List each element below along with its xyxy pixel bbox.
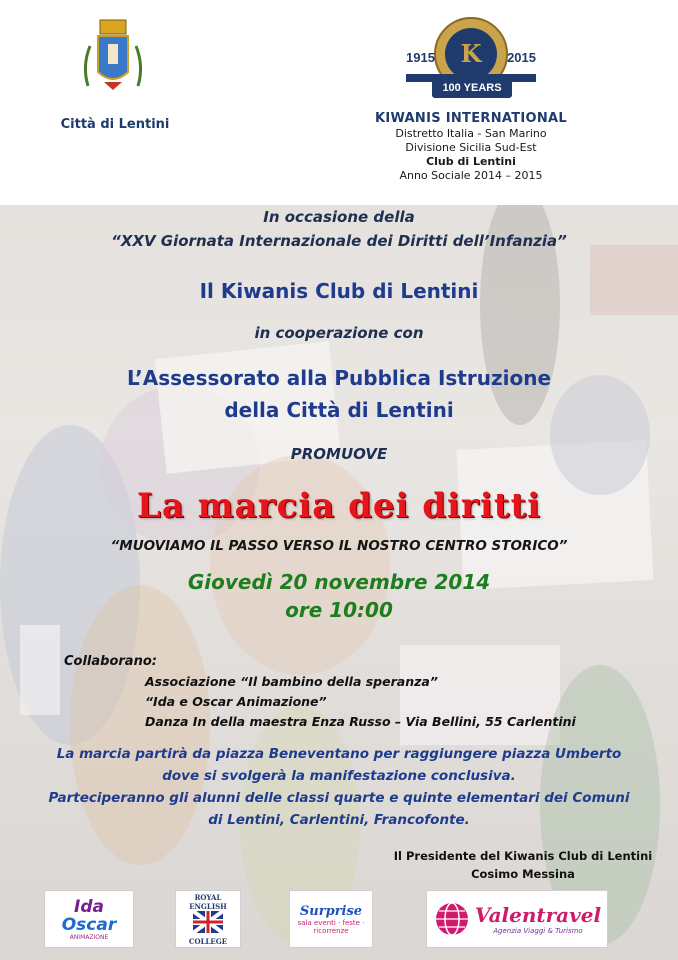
event-title: La marcia dei diritti: [136, 486, 542, 526]
collaborator-item: “Ida e Oscar Animazione”: [145, 694, 327, 709]
collaborator-item: Danza In della maestra Enza Russo – Via Bellini, 55 Carlentini: [145, 714, 576, 729]
event-time: ore 10:00: [285, 598, 393, 622]
globe-icon: [433, 900, 471, 938]
club-name: Il Kiwanis Club di Lentini: [199, 279, 479, 303]
royal-logo-sub: COLLEGE: [188, 936, 228, 946]
assessorato-line-2: della Città di Lentini: [224, 398, 454, 422]
kiwanis-year-start: 1915: [406, 50, 435, 65]
sponsor-surprise: [289, 890, 373, 948]
kiwanis-district: Distretto Italia - San Marino: [395, 127, 547, 140]
kiwanis-info: [340, 110, 602, 183]
ida-logo-word: Ida: [74, 896, 104, 917]
note-line-2: dove si svolgerà la manifestazione conclusiva.: [162, 768, 516, 784]
kiwanis-logo: [398, 14, 544, 102]
header: [0, 0, 678, 205]
event-date: Giovedì 20 novembre 2014: [187, 570, 491, 594]
kiwanis-title: KIWANIS INTERNATIONAL: [374, 111, 568, 126]
collaborators-label: Collaborano:: [64, 654, 157, 669]
svg-text:K: K: [460, 39, 482, 68]
signature-name: Cosimo Messina: [471, 867, 575, 881]
promuove: PROMUOVE: [290, 445, 388, 463]
royal-logo-word: ROYAL ENGLISH: [189, 892, 227, 911]
kiwanis-banner: 100 YEARS: [432, 78, 512, 98]
surprise-logo-word: Surprise: [299, 903, 363, 919]
union-jack-crest-icon: [193, 911, 223, 933]
kiwanis-division: Divisione Sicilia Sud-Est: [405, 141, 537, 154]
city-crest-icon: [80, 16, 146, 102]
kiwanis-club: Club di Lentini: [426, 155, 516, 168]
sponsor-ida-oscar: [44, 890, 134, 948]
collaborator-item: Associazione “Il bambino della speranza”: [145, 674, 438, 689]
intro-line-2: “XXV Giornata Internazionale dei Diritti dell’Infanzia”: [111, 232, 567, 250]
note-line-4: di Lentini, Carlentini, Francofonte.: [208, 812, 470, 828]
city-name: Città di Lentini: [60, 117, 170, 132]
intro-line-1: In occasione della: [263, 208, 415, 226]
valentravel-logo-word: Valentravel: [474, 903, 602, 927]
oscar-logo-word: Oscar: [61, 914, 117, 935]
signature-role: Il Presidente del Kiwanis Club di Lentini: [393, 849, 653, 863]
ida-logo-sub: ANIMAZIONE: [69, 933, 109, 941]
kiwanis-year-end: 2015: [507, 50, 536, 65]
kiwanis-year: Anno Sociale 2014 – 2015: [399, 169, 543, 182]
note-line-1: La marcia partirà da piazza Beneventano per raggiungere piazza Umberto: [56, 746, 622, 762]
surprise-logo-sub: sala eventi · feste · ricorrenze: [297, 918, 365, 935]
valentravel-logo-sub: Agenzia Viaggi & Turismo: [493, 927, 583, 935]
sponsor-valentravel: [426, 890, 608, 948]
note-line-3: Parteciperanno gli alunni delle classi quarte e quinte elementari dei Comuni: [48, 790, 630, 806]
cooperation-line: in cooperazione con: [254, 324, 424, 342]
event-motto: “MUOVIAMO IL PASSO VERSO IL NOSTRO CENTRO STORICO”: [110, 538, 568, 554]
sponsor-royal-english: [175, 890, 241, 948]
assessorato-line-1: L’Assessorato alla Pubblica Istruzione: [126, 366, 552, 390]
